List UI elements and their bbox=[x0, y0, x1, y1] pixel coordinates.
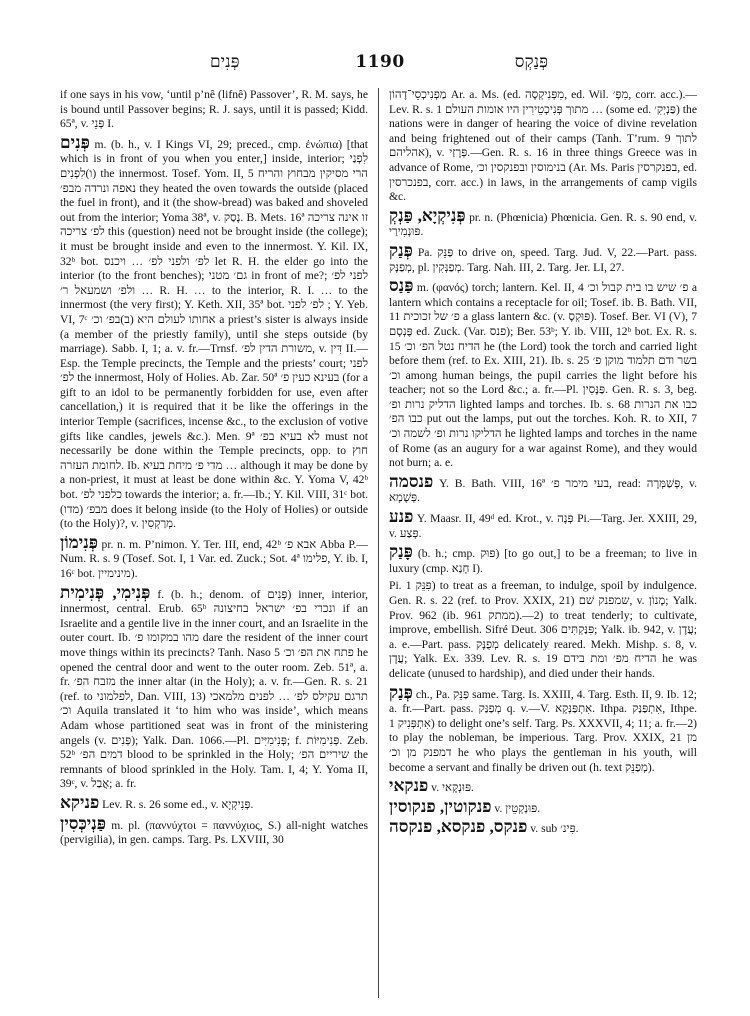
entry-headword: פְּנִים bbox=[60, 132, 90, 152]
entry-definition: m. pl. (παννύχτοι = παννύχιος, S.) all-night watches (pervigilia), in gen. camps. Targ. Ps. LXVIII, 30 bbox=[60, 818, 368, 847]
dictionary-entry bbox=[389, 278, 697, 471]
dictionary-entry bbox=[389, 778, 697, 796]
dictionary-entry bbox=[389, 682, 697, 776]
left-column bbox=[60, 88, 368, 1006]
entry-headword: פנע bbox=[389, 507, 414, 527]
dictionary-entry bbox=[60, 532, 368, 582]
entry-headword: פְּנַק bbox=[389, 682, 413, 702]
entry-definition: f. (b. h.; denom. of פְּנִים) inner, interior, innermost, central. Erub. 65ᵇ ונכרי בפ׳ ישראל בחיצונה if an Israelite and a gentile live in the inner court, and an Israelite in the outer court. Ib. מהו במקומו פ׳ dare the resident of the inner court move things within its precincts? Tanh. Naso 5 פתח את הפ׳ וכ׳ he opened the central door and went to the outer room. Zeb. 51ª, a. fr. מזבח הפ׳ the inner altar (in the Holy); a. v. fr.—Gen. R. s. 21 (ref. to לפלמוני, Dan. VIII, 13) תרגם עקילס לפ׳ … לפנים מלמאכי וכ׳ Aquila translated it ‘to him who was inside’, which means Adam whose partitioned seat was in front of the ministering angels (v. פְּנִים); Yalk. Dan. 1066.—Pl. פְּנִימִיִּים; f. פְּנִימִיּוֹת. Zeb. 52ᵇ דמים הפ׳ blood to be sprinkled in the Holy; שיריים הפ׳ the remnants of blood sprinkled in the Holy. Tam. I, 4; Y. Yoma II, 39ᶜ, v. אֲבַל; a. fr. bbox=[60, 587, 368, 791]
dictionary-entry bbox=[60, 582, 368, 792]
entry-definition: pr. n. (Phœnicia) Phœnicia. Gen. R. s. 90 end, v. פּוּנְמִירַי. bbox=[389, 210, 697, 239]
entry-definition: pr. n. m. P’nimon. Y. Ter. III, end, 42ᵇ אבא פ׳ Abba P.—Num. R. s. 9 (Tosef. Sot. I, 1 Var. ed. Zuck.; Sot. 4ª פלימו, Y. ib. I, 16ᶜ bot. מינימיין). bbox=[60, 537, 368, 580]
entry-definition: if one says in his vow, ‘until p’nê (lifnê) Passover’, R. M. says, he is bound until Passover begins; R. J. says, until it is passed; Kidd. 65ª, v. פְּנֵי I. bbox=[60, 88, 368, 131]
entry-definition: (b. h.; cmp. פּוּק) [to go out,] to be a freeman; to live in luxury (cmp. חָנַא I). bbox=[389, 547, 697, 575]
header-headword-right: פְּנַקְס bbox=[514, 52, 548, 72]
entry-headword: פַּנְיכְּסִין bbox=[60, 813, 107, 833]
entry-definition: Pi. פִּנֵּק 1) to treat as a freeman, to indulge, spoil by indulgence. Gen. R. s. 22 (ref. to Prov. XXIX, 21) שמפנק שׁם, v. מָנוֹן; Yalk. Prov. 962 (ib. 961 ממתק).—2) to treat tenderly; to cultivate, improve, embellish. Sifré Deut. 306 פִּנַּקְתִּים; Yalk. ib. 942, v. עֲדָן; a. e.—Part. pass. מְפֻנָּק delicately reared. Mekh. Mishp. s. 8, v. עֲדָן; Yalk. Ex. 339. Lev. R. s. 19 הדיח מפ׳ ומת בידם he was delicate (unused to hardship), and died under their hands. bbox=[389, 579, 697, 680]
dictionary-entry bbox=[389, 544, 697, 576]
dictionary-entry bbox=[389, 205, 697, 240]
dictionary-entry bbox=[60, 132, 368, 532]
entry-headword: פנסמה bbox=[389, 471, 434, 491]
dictionary-entry bbox=[60, 792, 368, 813]
column-divider bbox=[378, 88, 379, 998]
dictionary-entry bbox=[389, 509, 697, 541]
entry-headword: פנקוטין, פנקוסין bbox=[389, 796, 492, 816]
entry-definition: v. פּוּנְקָאי. bbox=[431, 781, 474, 795]
header-headword-left: פְּנִים bbox=[210, 52, 240, 72]
entry-definition: m. (b. h., v. I Kings VI, 29; preced., cmp. ἐνώπια) [that which is in front of you when you enter,] inside, interior; לִפְנַי (ו)לִפְנִים the innermost. Tosef. Yom. II, 5 הרי מסיקין מבחוץ והריח נאפה ונרדה מבפ׳ they heated the oven towards the outside (placed the fuel in front), and it (the show-bread) was baked and shoveled out from the interior; Yoma 38ª, v. נָסַק. B. Mets. 16ª זו אינה צריכה לפ׳ צריכה this (question) need not be brought inside (the college); it must be brought inside and even to the innermost. Y. Kil. IX, 32ᵇ bot. לפ׳ ולפני לפ׳ … ויכנס let R. H. the elder go into the interior (to the front benches); גם׳ מטני in front of me?; לפני לפ׳ … ולפ׳ ושמעאל ר׳ R. H. … to the interior, R. I. … to the innermost (the very first); Y. Keth. XII, 35ª bot. לפ׳ לפני ; Y. Yeb. VI, 7ᶜ אחותו לעולם היא (ב)בפ׳ וכ׳ a priest’s sister is always inside (a member of the priestly family), until she steps outside (by marriage). Sabb. I, 1; a. v. fr.—Trnsf. משורת הדין לפ׳, v. דִּין II.—Esp. the Temple precincts, the Temple and the priests’ court; לפני לפ׳ the innermost, Holy of Holies. Ab. Zar. 50ª בעינא כעין פ׳ (for a gift to an idol to be permanently forbidden for use, even after cancellation,) it is required that it be like the offerings in the interior Temple (sacrifices, incense &c., to the exclusion of votive gifts like candles, jewels &c.). Men. 9ª לא בעיא בפ׳ must not necessarily be done within the Temple precincts, opp. to חוץ לחומת העזרה. Ib. מדי פ׳ מיחת בעיא … although it may be done by a non-priest, it must at least be done within &c. Y. Yoma V, 42ᵇ bot. כלפני לפ׳ towards the interior; a. fr.—Ib.; Y. Kil. VIII, 31ᶜ bot. מבפ׳ (מדו) does it belong inside (to the Holy of Holies) or outside (to the Holy)?, v. מְרַקְסִין. bbox=[60, 137, 368, 531]
dictionary-entry bbox=[60, 88, 368, 132]
dictionary-entry bbox=[389, 240, 697, 275]
entry-definition: m. (φανός) torch; lantern. Kel. II, 4 פ׳ שיש בו בית קבול וכ׳ a lantern which contains a receptacle for oil; Tosef. ib. B. Bath. VII, 11 פ׳ של זכוכית a glass lantern &c. (v. פּוּקְסָ). Tosef. Ber. VI (V), 7 פֶּנְסָם ed. Zuck. (Var. פנס); Ber. 53ᵇ; Y. ib. VIII, 12ᵇ bot. Ex. R. s. 15 הדיח נטל הפ׳ וכ׳ he (the Lord) took the torch and carried light before them (ref. to Ex. XIII, 21). Ib. s. 25 בשר ודם תלמוד מוקן פ׳ וכ׳ among human beings, the pupil carries the light before his teacher; not so the Lord &c.; a. fr.—Pl. פַּנָּסִין. Gen. R. s. 3, beg. הדליק נרות ופ׳ lighted lamps and torches. Ib. s. 68 כבו את הנרות כבו הפ׳ put out the lamps, put out the torches. Koh. R. to XII, 7 הדליקו נרות ופ׳ לשמה וכ׳ he lighted lamps and torches in the name of Rome (as an augury for a war against Rome), and they would not burn; a. e. bbox=[389, 281, 697, 470]
entry-headword: פנקאי bbox=[389, 776, 429, 796]
entry-headword: פנקס, פנקסא, פנקסה bbox=[389, 817, 528, 837]
entry-definition: Y. Maasr. II, 49ᵈ ed. Krot., v. פְּנָה Pi.—Targ. Jer. XXIII, 29, v. פְּצַע. bbox=[389, 512, 697, 540]
entry-headword: פְּנִיקְיָא, פַּנְקְ bbox=[389, 205, 466, 225]
dictionary-entry bbox=[389, 796, 697, 817]
dictionary-entry bbox=[60, 813, 368, 848]
right-column bbox=[389, 88, 697, 1006]
entry-definition: Lev. R. s. 26 some ed., v. פְּנִיקְיָא. bbox=[102, 797, 254, 811]
entry-definition: v. sub פִּינ׳. bbox=[530, 822, 579, 836]
entry-definition: v. פּוּנְקְטֵין. bbox=[494, 801, 541, 815]
entry-headword: פַּנַס bbox=[389, 276, 414, 296]
entry-definition: מַפְנִיכְסֵי־דָהוֹן Ar. a. Ms. (ed. מִפְּנִיקְסָה, ed. Wil. מִפְּ׳, corr. acc.).—Lev. R. s. 1 מתוך פְּנִיכְטֵירִין היו אומות העולם … (some ed. פַּנְיְקִ׳) the nations were in danger of hearing the voice of divine revelation and being frightened out of their camps (Tanh. T’rum. 9 לתוך אהליהם), v. פְּרָזַי.—Gen. R. s. 16 in three things Greece was in advance of Rome, בנימוסין ובפנקסין וכ׳ (Ar. Ms. Paris בפנקרסין, ed. בפנכרסין, corr. acc.) in laws, in the arrangements of camp vigils &c. bbox=[389, 88, 697, 204]
dictionary-entry bbox=[389, 579, 697, 681]
entry-definition: Pa. פַּנֵּק to drive on, speed. Targ. Jud. V, 22.—Part. pass. מְפַנָּק, pl. מְפַנְּקִין. Targ. Nah. III, 2. Targ. Jer. LI, 27. bbox=[389, 245, 697, 274]
dictionary-entry bbox=[389, 471, 697, 506]
entry-headword: פניקא bbox=[60, 792, 100, 812]
dictionary-entry bbox=[389, 819, 697, 837]
entry-headword: פְּנִימוֹן bbox=[60, 532, 98, 552]
entry-headword: פָּנַק bbox=[389, 542, 413, 562]
page-header bbox=[60, 52, 698, 76]
entry-headword: פְּנַק bbox=[389, 240, 413, 260]
entry-definition: ch., Pa. פַּנֵּק same. Targ. Is. XXIII, 4. Targ. Esth. II, 9. Ib. 12; a. fr.—Part. pass. מְפַנַּק q. v.—V. אִתְפַּנְּקָא. Ithpa. אִתְפַּנַּק, Ithpe. אִתְפְּנִיק 1) to delight one’s self. Targ. Ps. XXXVII, 4; 11; a. fr.—2) to play the nobleman, be imperious. Targ. Prov. XXIX, 21 מן דמפנק מן וכ׳ he who plays the gentleman in his youth, will become a servant and finally be driven out (h. text מְפַנֵּק). bbox=[389, 687, 697, 774]
entry-headword: פְּנִימִי, פְּנִימִית bbox=[60, 582, 151, 602]
dictionary-entry bbox=[389, 88, 697, 205]
page-number: 1190 bbox=[355, 52, 405, 72]
entry-definition: Y. B. Bath. VIII, 16ª בעי מימר פ׳, read: פְּשַׁמְּרָה, v. פְּשָׁמָא. bbox=[389, 476, 697, 505]
